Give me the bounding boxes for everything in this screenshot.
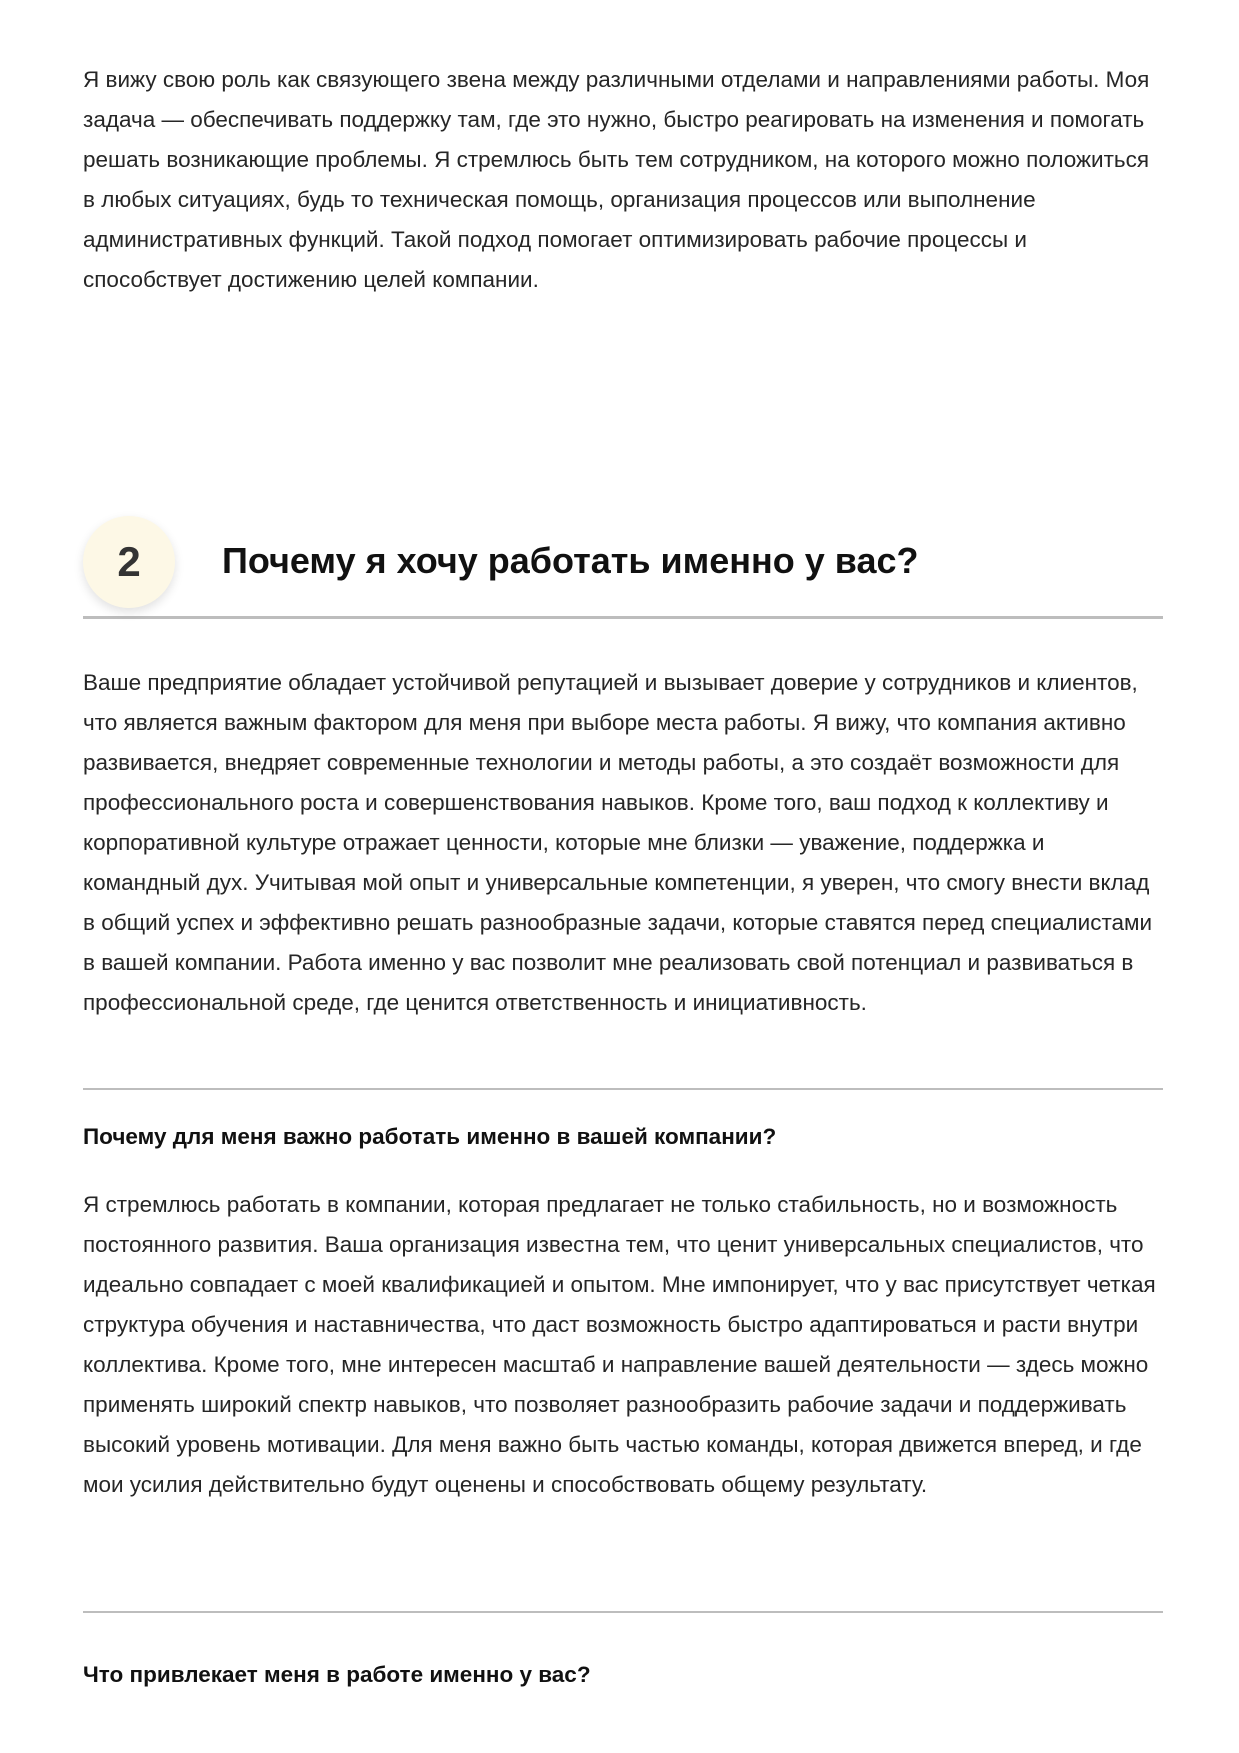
subsection-heading: Что привлекает меня в работе именно у вас? (83, 1662, 591, 1687)
section-header (83, 512, 1163, 619)
section-title: Почему я хочу работать именно у вас? (222, 540, 919, 581)
divider (83, 1611, 1163, 1613)
section-paragraph: Ваше предприятие обладает устойчивой репутацией и вызывает доверие у сотрудников и клиентов, что является важным фактором для меня при выборе места работы. Я вижу, что компания активно развивается, внедряет современные технологии и методы работы, а это создаёт возможности для профессионального роста и совершенствования навыков. Кроме того, ваш подход к коллективу и корпоративной культуре отражает ценности, которые мне близки — уважение, поддержка и командный дух. Учитывая мой опыт и универсальные компетенции, я уверен, что смогу внести вклад в общий успех и эффективно решать разнообразные задачи, которые ставятся перед специалистами в вашей компании. Работа именно у вас позволит мне реализовать свой потенциал и развиваться в профессиональной среде, где ценится ответственность и инициативность. (83, 670, 1153, 1015)
subsection-paragraph: Я стремлюсь работать в компании, которая предлагает не только стабильность, но и возможность постоянного развития. Ваша организация известна тем, что ценит универсальных специалистов, что идеально совпадает с моей квалификацией и опытом. Мне импонирует, что у вас присутствует четкая структура обучения и наставничества, что даст возможность быстро адаптироваться и расти внутри коллектива. Кроме того, мне интересен масштаб и направление вашей деятельности — здесь можно применять широкий спектр навыков, что позволяет разнообразить рабочие задачи и поддерживать высокий уровень мотивации. Для меня важно быть частью команды, которая движется вперед, и где мои усилия действительно будут оценены и способствовать общему результату. (83, 1192, 1156, 1497)
divider (83, 1088, 1163, 1090)
intro-paragraph: Я вижу свою роль как связующего звена между различными отделами и направлениями работы. Моя задача — обеспечивать поддержку там, где это нужно, быстро реагировать на изменения и помогать решать возникающие проблемы. Я стремлюсь быть тем сотрудником, на которого можно положиться в любых ситуациях, будь то техническая помощь, организация процессов или выполнение административных функций. Такой подход помогает оптимизировать рабочие процессы и способствует достижению целей компании. (83, 67, 1150, 292)
subsection-heading: Почему для меня важно работать именно в вашей компании? (83, 1124, 777, 1149)
section-number-badge: 2 (83, 516, 175, 608)
